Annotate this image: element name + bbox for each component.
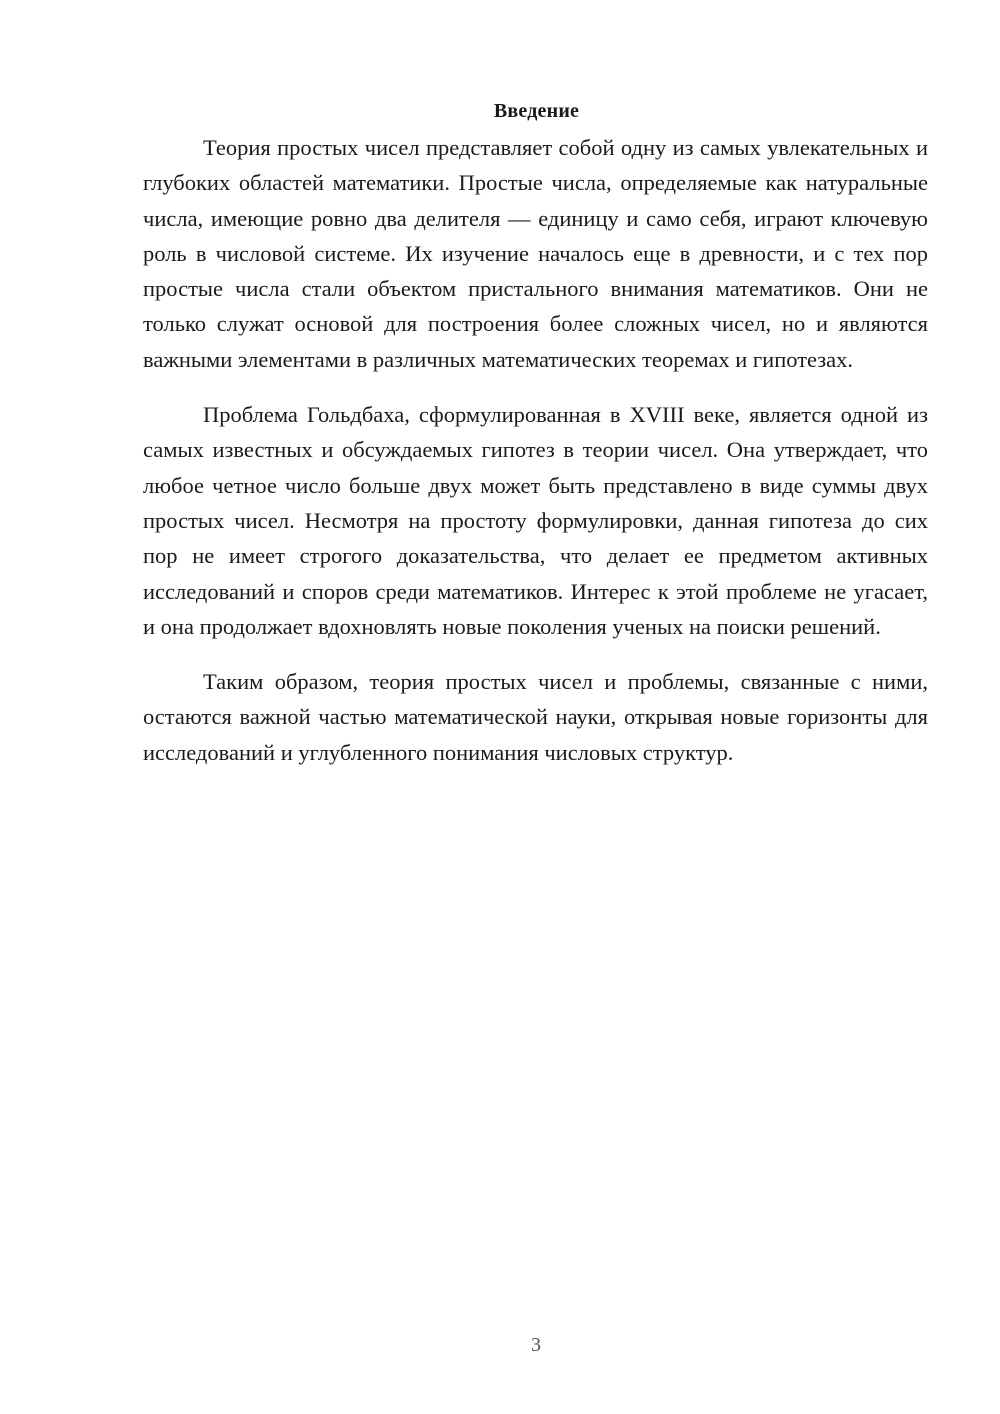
section-heading: Введение xyxy=(493,100,580,122)
page-content xyxy=(143,96,928,790)
paragraph-conclusion: Таким образом, теория простых чисел и проблемы, связанные с ними, остаются важной частью математической науки, открывая новые горизонты для исследований и углубленного понимания числовых структур. xyxy=(143,669,928,765)
page-number: 3 xyxy=(531,1334,541,1356)
paragraph-intro: Теория простых чисел представляет собой одну из самых увлекательных и глубоких областей математики. Простые числа, определяемые как натуральные числа, имеющие ровно два делителя — единицу и само себя, играют ключевую роль в числовой системе. Их изучение началось еще в древности, и с тех пор простые числа стали объектом пристального внимания математиков. Они не только служат основой для построения более сложных чисел, но и являются важными элементами в различных математических теоремах и гипотезах. xyxy=(143,135,928,372)
paragraph-goldbach: Проблема Гольдбаха, сформулированная в XVIII веке, является одной из самых известных и обсуждаемых гипотез в теории чисел. Она утверждает, что любое четное число больше двух может быть представлено в виде суммы двух простых чисел. Несмотря на простоту формулировки, данная гипотеза до сих пор не имеет строгого доказательства, что делает ее предметом активных исследований и споров среди математиков. Интерес к этой проблеме не угасает, и она продолжает вдохновлять новые поколения ученых на поиски решений. xyxy=(143,402,928,639)
